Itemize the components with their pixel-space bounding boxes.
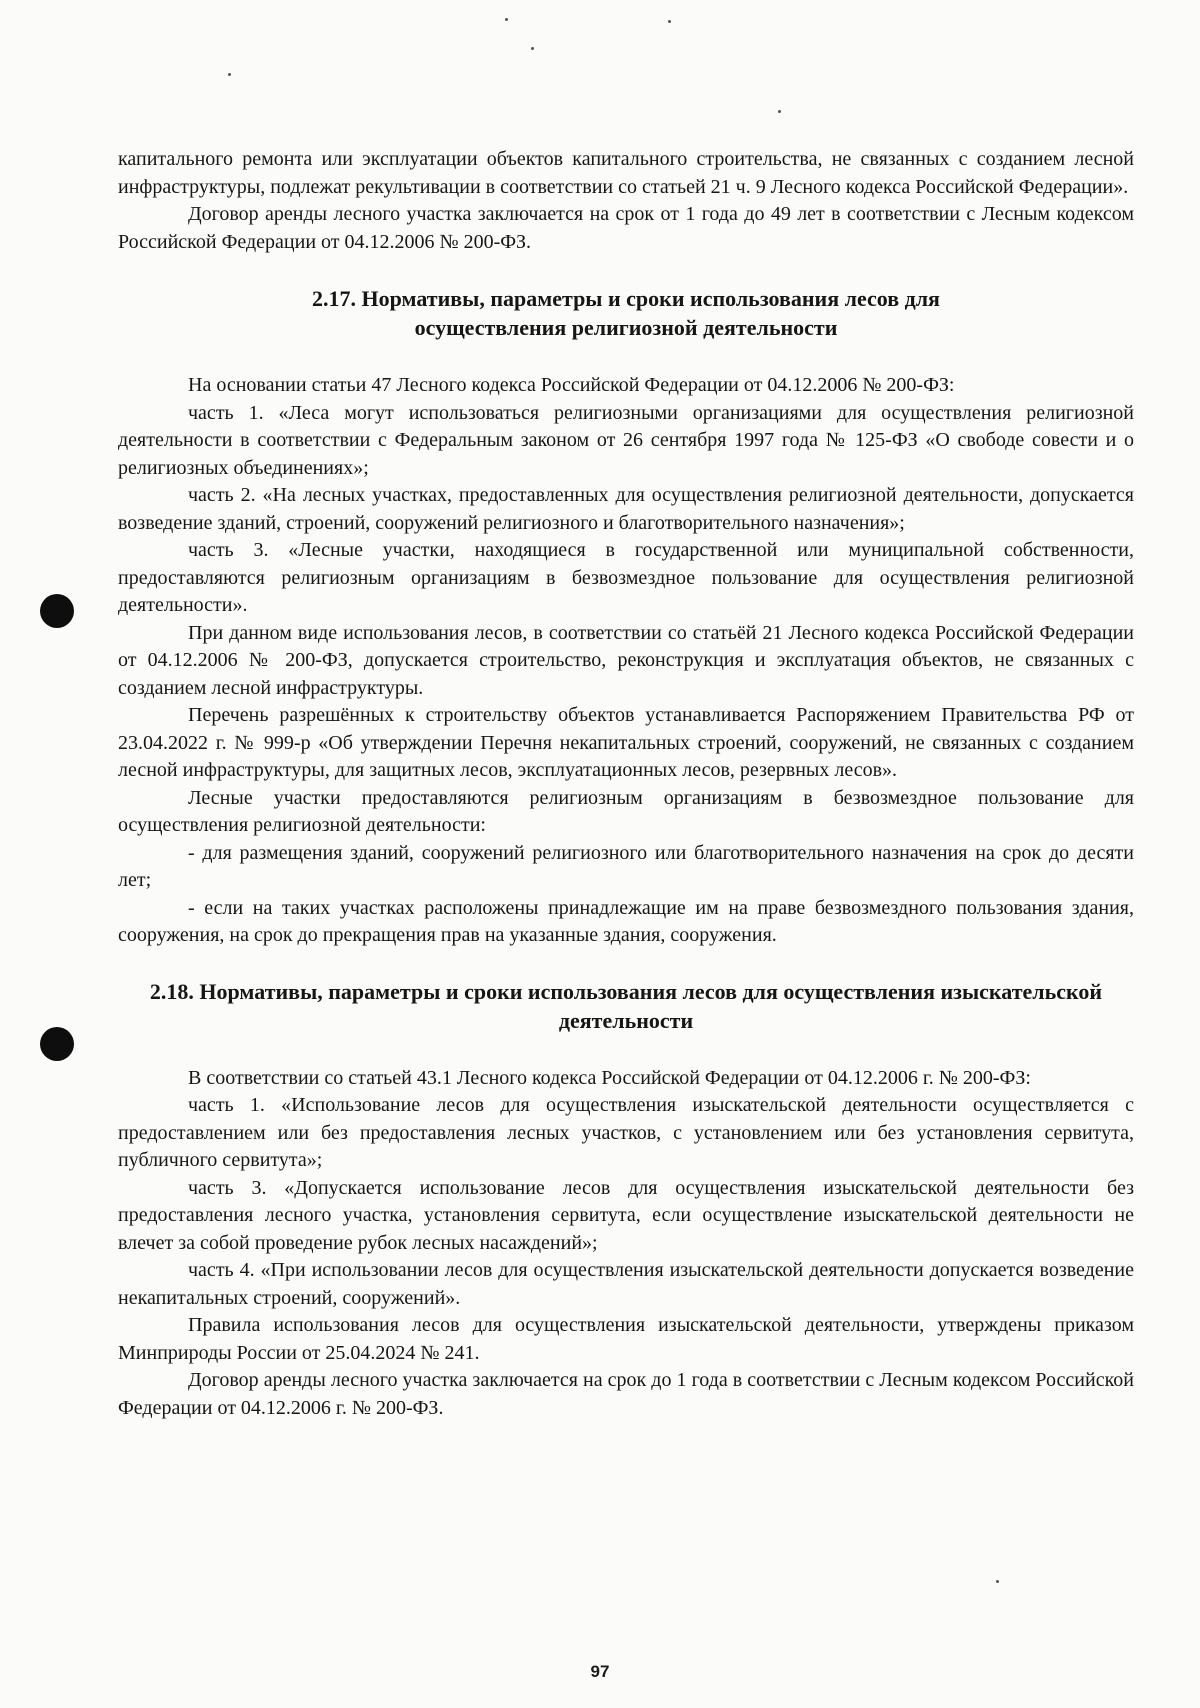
section-2-18-paragraph: В соответствии со статьей 43.1 Лесного кодекса Российской Федерации от 04.12.2006 г. № 200-ФЗ: (188, 1066, 1031, 1089)
scan-speck (228, 73, 231, 76)
section-2-17-paragraph: Лесные участки предоставляются религиозным организациям в безвозмездное пользование для осуществления религиозной деятельности: (118, 786, 1134, 836)
page-number: 97 (590, 1662, 610, 1681)
section-2-18-paragraph: часть 1. «Использование лесов для осуществления изыскательской деятельности осуществляется с предоставлением или без предоставления лесных участков, с установлением или без установления сервитута, публичного сервитута»; (118, 1094, 1134, 1171)
scan-speck (996, 1580, 999, 1583)
paragraph-continuation: капитального ремонта или эксплуатации объектов капитального строительства, не связанных с созданием лесной инфраструктуры, подлежат рекультивации в соответствии со статьей 21 ч. 9 Лесного кодекса Российской Федерации». (118, 148, 1134, 198)
section-2-17-paragraph: При данном виде использования лесов, в соответствии со статьёй 21 Лесного кодекса Российской Федерации от 04.12.2006 № 200-ФЗ, допускается строительство, реконструкция и эксплуатация объектов, не связанных с созданием лесной инфраструктуры. (118, 621, 1134, 699)
scan-speck (505, 18, 508, 21)
section-2-17-paragraph: часть 1. «Леса могут использоваться религиозными организациями для осуществления религиозной деятельности в соответствии с Федеральным законом от 26 сентября 1997 года № 125-ФЗ «О свободе совести и о религиозных объединениях»; (118, 401, 1134, 479)
scan-speck (668, 20, 671, 23)
section-2-18-paragraph: Договор аренды лесного участка заключается на срок до 1 года в соответствии с Лесным кодексом Российской Федерации от 04.12.2006 г. № 200-ФЗ. (118, 1369, 1134, 1419)
section-2-17-list-item: - если на таких участках расположены принадлежащие им на праве безвозмездного пользования здания, сооружения, на срок до прекращения прав на указанные здания, сооружения. (118, 896, 1134, 946)
scan-speck (778, 110, 781, 113)
section-2-18-paragraph: часть 4. «При использовании лесов для осуществления изыскательской деятельности допускается возведение некапитальных строений, сооружений». (118, 1259, 1134, 1309)
section-2-17-paragraph: Перечень разрешённых к строительству объектов устанавливается Распоряжением Правительства РФ от 23.04.2022 г. № 999-р «Об утверждении Перечня некапитальных строений, сооружений, не связанных с созданием лесной инфраструктуры, для защитных лесов, эксплуатационных лесов, резервных лесов». (118, 704, 1134, 781)
section-heading-2-17: 2.17. Нормативы, параметры и сроки использования лесов для осуществления религиозной деятельности (312, 286, 940, 340)
section-2-18-paragraph: часть 3. «Допускается использование лесов для осуществления изыскательской деятельности без предоставления лесного участка, установления сервитута, если осуществление изыскательской деятельности не влечет за собой проведение рубок лесных насаждений»; (118, 1176, 1134, 1254)
binder-hole-mark (40, 594, 74, 628)
section-2-17-paragraph: часть 2. «На лесных участках, предоставленных для осуществления религиозной деятельности, допускается возведение зданий, строений, сооружений религиозного и благотворительного назначения»; (118, 484, 1134, 534)
document-page (118, 146, 1134, 1422)
section-2-17-paragraph: На основании статьи 47 Лесного кодекса Российской Федерации от 04.12.2006 № 200-ФЗ: (188, 374, 955, 396)
binder-hole-mark (40, 1027, 74, 1061)
section-heading-2-18: 2.18. Нормативы, параметры и сроки использования лесов для осуществления изыскательской деятельности (149, 978, 1103, 1033)
paragraph-lease-term: Договор аренды лесного участка заключается на срок от 1 года до 49 лет в соответствии с Лесным кодексом Российской Федерации от 04.12.2006 № 200-ФЗ. (118, 203, 1134, 253)
section-2-18-paragraph: Правила использования лесов для осуществления изыскательской деятельности, утверждены приказом Минприроды России от 25.04.2024 № 241. (118, 1314, 1134, 1364)
section-2-17-list-item: - для размещения зданий, сооружений религиозного или благотворительного назначения на срок до десяти лет; (118, 841, 1134, 891)
scan-speck (531, 47, 534, 50)
section-2-17-paragraph: часть 3. «Лесные участки, находящиеся в государственной или муниципальной собственности, предоставляются религиозным организациям в безвозмездное пользование для осуществления религиозной деятельности». (118, 539, 1134, 616)
